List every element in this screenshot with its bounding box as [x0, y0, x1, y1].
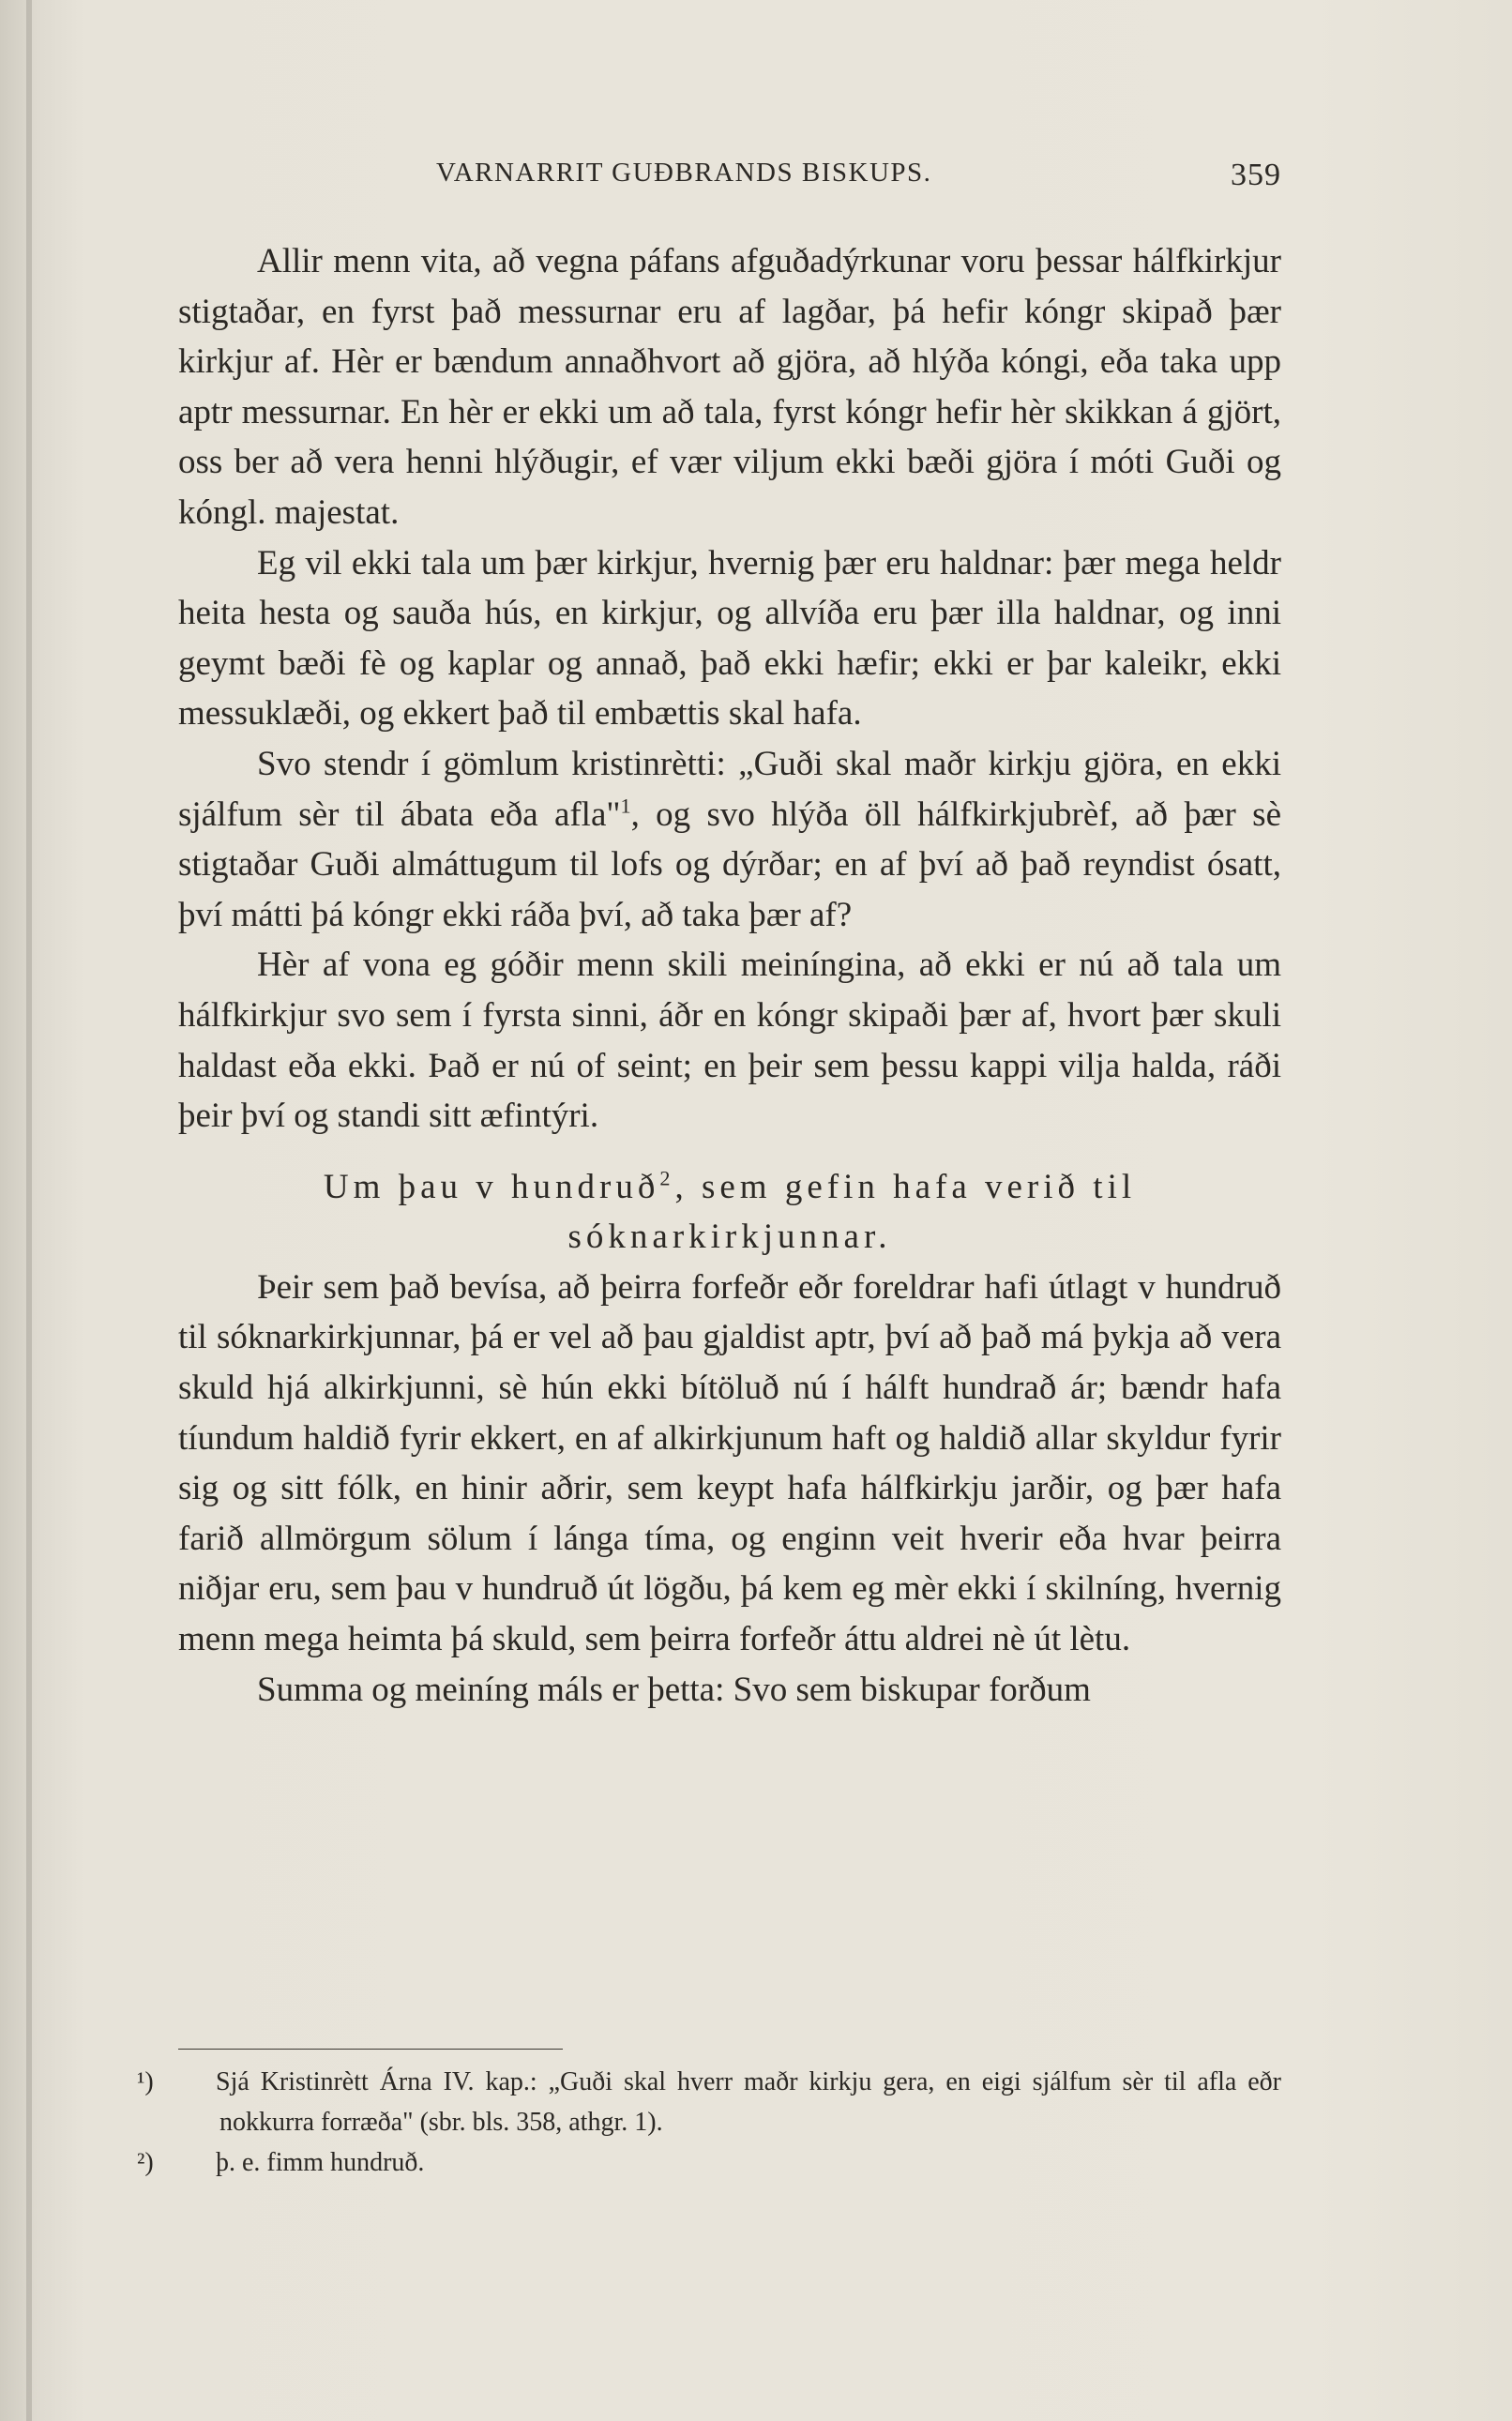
running-title: VARNARRIT GUÐBRANDS BISKUPS. — [436, 158, 932, 188]
binding-gutter — [26, 0, 32, 2421]
footnote-text: Sjá Kristinrètt Árna IV. kap.: „Guði skal hverr maðr kirkju gera, en eigi sjálfum sèr til afla eðr nokkurra forræða" (sbr. bls. 358, athgr. 1). — [216, 2067, 1281, 2137]
paragraph: Summa og meiníng máls er þetta: Svo sem biskupar forðum — [257, 1670, 1091, 1709]
paragraph: Þeir sem það bevísa, að þeirra forfeðr eðr foreldrar hafi útlagt v hundruð til sóknarkirkjunnar, þá er vel að þau gjaldist aptr, því að það má þykja að vera skuld hjá alkirkjunni, sè hún ekki bítöluð nú í hálft hundrað ár; bændr hafa tíundum haldið fyrir ekkert, en af alkirkjunum haft og haldið allar skyldur fyrir sig og sitt fólk, en hinir aðrir, sem keypt hafa hálfkirkju jarðir, og þær hafa farið allmörgum sölum í lánga tíma, og enginn veit hverir eða hvar þeirra niðjar eru, sem þau v hundruð út lögðu, þá kem eg mèr ekki í skilníng, hvernig menn mega heimta þá skuld, sem þeirra forfeðr áttu aldrei nè út lètu. — [178, 1267, 1281, 1659]
paragraph: Hèr af vona eg góðir menn skili meiníngina, að ekki er nú að tala um hálfkirkjur svo sem í fyrsta sinni, áðr en kóngr skipaði þær af, hvort þær skuli haldast eða ekki. Það er nú of seint; en þeir sem þessu kappi vilja halda, ráði þeir því og standi sitt æfintýri. — [178, 946, 1281, 1136]
footnote — [137, 2062, 1281, 2142]
paragraph-text: Svo stendr í gömlum kristinrètti: „Guði skal maðr kirkju gjöra, en ekki sjálfum sèr til ábata eða afla" — [178, 744, 1281, 834]
footnote-divider — [178, 2049, 563, 2050]
section-heading — [178, 1162, 1281, 1263]
footnotes — [137, 2062, 1281, 2183]
section-heading-text: Um þau v hundruð — [323, 1167, 660, 1206]
footnote-text: þ. e. fimm hundruð. — [216, 2148, 425, 2177]
body-text — [178, 236, 1281, 1715]
paragraph-text: , og svo hlýða öll hálfkirkjubrèf, að þær sè stigtaðar Guði almáttugum til lofs og dýrðar; en af því að það reyndist ósatt, því mátti þá kóngr ekki ráða því, að taka þær af? — [178, 794, 1282, 934]
section-heading-text: , sem gefin hafa verið til sóknarkirkjunnar. — [567, 1167, 1137, 1257]
paragraph: Allir menn vita, að vegna páfans afguðadýrkunar voru þessar hálfkirkjur stigtaðar, en fyrst það messurnar eru af lagðar, þá hefir kóngr skipað þær kirkjur af. Hèr er bændum annaðhvort að gjöra, að hlýða kóngi, eða taka upp aptr messurnar. En hèr er ekki um að tala, fyrst kóngr hefir hèr skikkan á gjört, oss ber að vera henni hlýðugir, ef vær viljum ekki bæði gjöra í móti Guði og kóngl. majestat. — [178, 242, 1281, 532]
page-number: 359 — [1231, 158, 1281, 192]
paragraph: Eg vil ekki tala um þær kirkjur, hvernig þær eru haldnar: þær mega heldr heita hesta og sauða hús, en kirkjur, og allvíða eru þær illa haldnar, og inni geymt bæði fè og kaplar og annað, það ekki hæfir; ekki er þar kaleikr, ekki messuklæði, og ekkert það til embættis skal hafa. — [178, 543, 1281, 734]
footnote-reference: 1 — [620, 794, 631, 818]
footnote-marker: ²) — [137, 2148, 154, 2177]
paragraph — [178, 739, 1281, 940]
footnote-marker: ¹) — [137, 2067, 154, 2096]
page-header — [178, 158, 1281, 204]
footnote — [137, 2142, 1281, 2183]
footnote-reference: 2 — [659, 1166, 675, 1190]
